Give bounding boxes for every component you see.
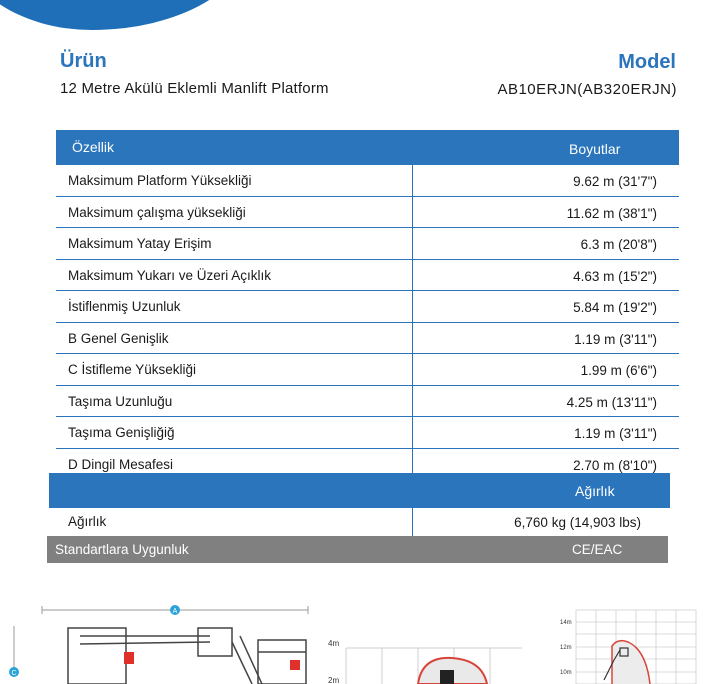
machine-control-box xyxy=(290,660,300,670)
standards-row xyxy=(47,536,668,563)
working-range-chart-right xyxy=(556,604,702,684)
row-name: B Genel Genişlik xyxy=(68,330,169,346)
row-value: 4.63 m (15'2") xyxy=(573,268,657,284)
column-divider xyxy=(412,260,413,291)
table-row xyxy=(56,323,679,355)
column-divider xyxy=(412,323,413,354)
column-divider xyxy=(412,291,413,322)
row-name: Maksimum Yukarı ve Üzeri Açıklık xyxy=(68,267,272,283)
table-row xyxy=(56,260,679,292)
weight-row xyxy=(49,508,670,536)
col-header-feature: Özellik xyxy=(72,139,115,155)
dimension-marker-c-label: C xyxy=(11,670,17,677)
column-divider xyxy=(412,165,413,196)
column-divider xyxy=(412,354,413,385)
spec-table xyxy=(56,130,679,479)
table-row xyxy=(56,354,679,386)
row-name: Maksimum çalışma yüksekliği xyxy=(68,204,246,220)
row-value: 5.84 m (19'2") xyxy=(573,300,657,315)
col-header-dimensions: Boyutlar xyxy=(569,141,621,157)
axis-label: 2m xyxy=(328,676,340,684)
model-code: AB10ERJN(AB320ERJN) xyxy=(497,81,677,98)
column-divider xyxy=(412,228,413,259)
row-value: 1.19 m (3'11") xyxy=(574,331,657,347)
row-name: İstiflenmiş Uzunluk xyxy=(68,299,181,314)
dimension-marker-a-label: A xyxy=(172,608,178,615)
column-divider xyxy=(412,197,413,228)
product-label: Ürün xyxy=(60,50,107,72)
working-range-chart-mid xyxy=(322,630,522,684)
machine-side-view-diagram xyxy=(0,596,320,684)
model-label: Model xyxy=(618,51,676,73)
column-divider xyxy=(412,417,413,448)
weight-header xyxy=(49,473,670,508)
table-row xyxy=(56,197,679,229)
table-row xyxy=(56,228,679,260)
weight-value: 6,760 kg (14,903 lbs) xyxy=(514,515,641,530)
decorative-header-arc xyxy=(0,0,250,30)
machine-outline xyxy=(68,628,306,684)
row-value: 1.19 m (3'11") xyxy=(574,426,657,441)
row-name: Maksimum Platform Yüksekliği xyxy=(68,173,252,188)
axis-label: 10m xyxy=(560,670,572,676)
row-value: 1.99 m (6'6") xyxy=(580,363,657,378)
table-row xyxy=(56,165,679,197)
table-row xyxy=(56,291,679,323)
axis-label: 14m xyxy=(560,620,572,626)
column-divider xyxy=(412,508,413,536)
axis-label: 12m xyxy=(560,645,572,651)
row-name: Maksimum Yatay Erişim xyxy=(68,236,212,251)
row-value: 11.62 m (38'1") xyxy=(566,205,657,221)
column-divider xyxy=(412,386,413,417)
row-name: D Dingil Mesafesi xyxy=(68,456,174,472)
standards-label: Standartlara Uygunluk xyxy=(55,542,189,557)
table-row xyxy=(56,386,679,418)
row-value: 9.62 m (31'7") xyxy=(573,174,657,189)
machine-marker xyxy=(124,652,134,664)
weight-header-label: Ağırlık xyxy=(575,483,615,499)
axis-label: 4m xyxy=(328,639,340,648)
spec-table-header xyxy=(56,130,679,165)
row-name: C İstifleme Yüksekliği xyxy=(68,362,197,377)
product-name: 12 Metre Akülü Eklemli Manlift Platform xyxy=(60,80,329,97)
row-name: Taşıma Uzunluğu xyxy=(68,393,173,409)
table-row xyxy=(56,417,679,449)
row-value: 6.3 m (20'8") xyxy=(580,237,657,252)
row-name: Taşıma Genişliğiğ xyxy=(68,425,175,440)
row-value: 2.70 m (8'10") xyxy=(573,457,657,473)
machine-silhouette xyxy=(440,670,454,684)
row-value: 4.25 m (13'11") xyxy=(566,394,657,410)
standards-value: CE/EAC xyxy=(572,542,623,557)
weight-label: Ağırlık xyxy=(68,514,107,529)
